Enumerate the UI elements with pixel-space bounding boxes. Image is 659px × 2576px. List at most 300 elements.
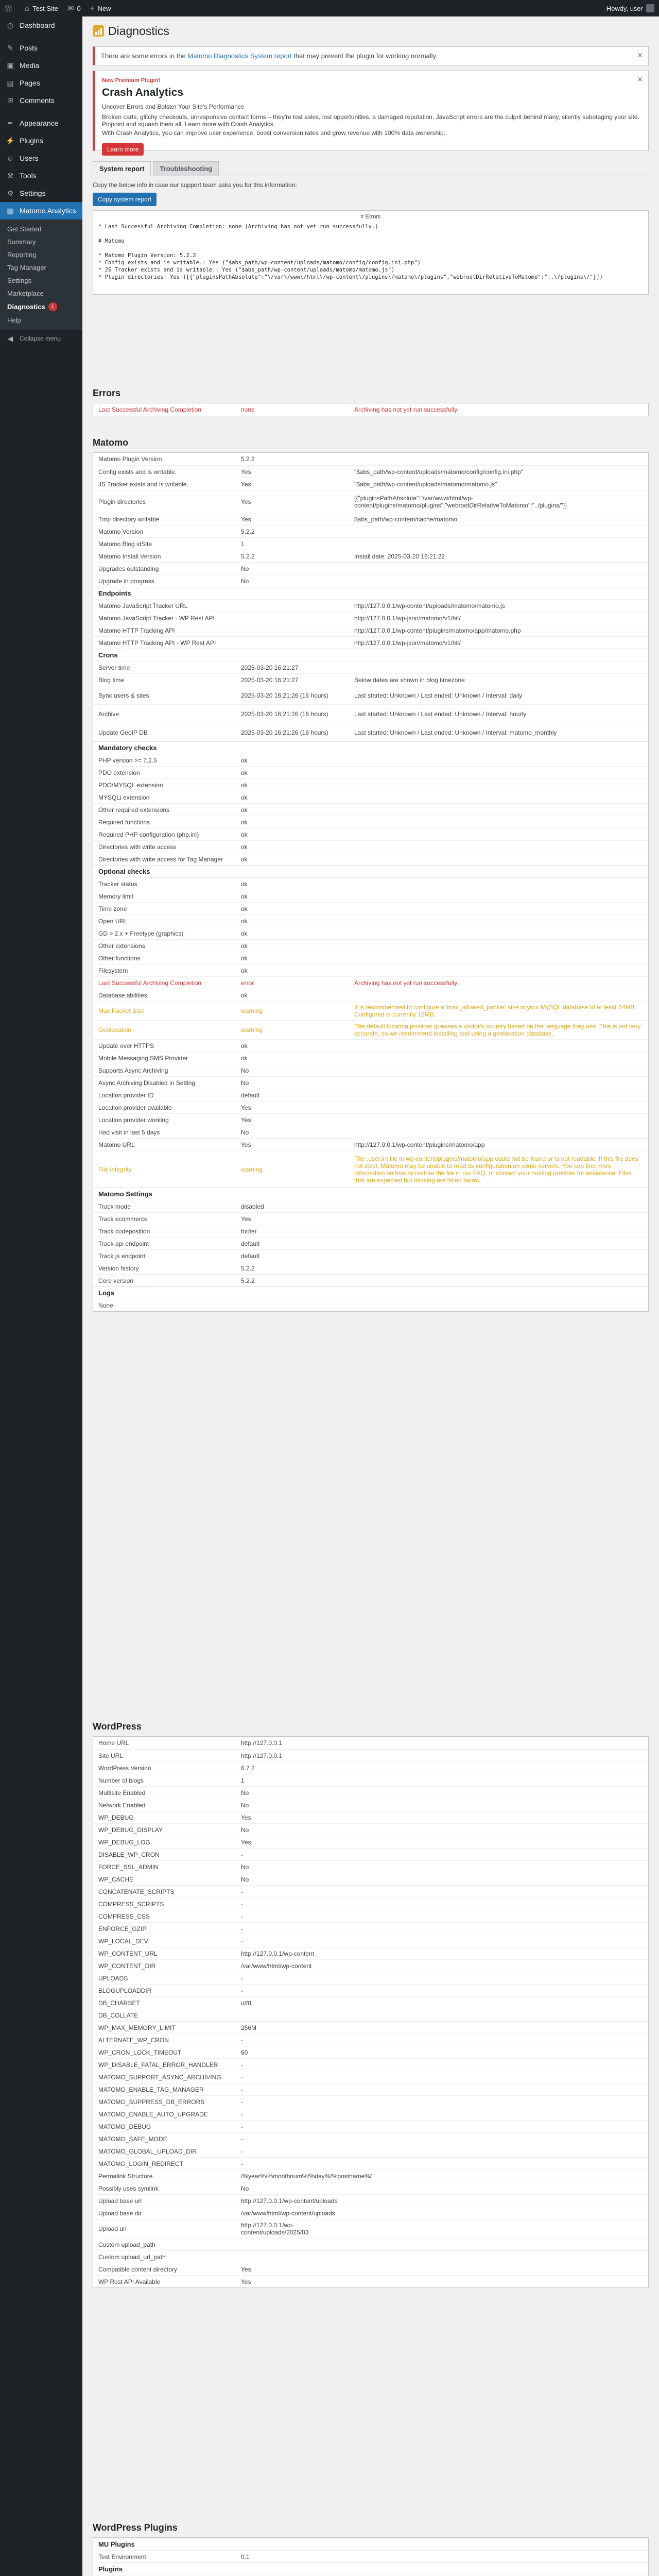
- media-icon: ▣: [7, 61, 14, 70]
- table-cell-c2: 1: [241, 540, 245, 548]
- table-row: [93, 2275, 648, 2287]
- collapse-icon: ◀: [7, 334, 13, 343]
- table-cell-c1: DISABLE_WP_CRON: [98, 1851, 160, 1858]
- table-cell-c3: [349, 1266, 648, 1270]
- table-cell-c1: Network Enabled: [98, 1801, 146, 1809]
- table-cell-c2: ok: [241, 991, 248, 999]
- table-cell-c1: Custom upload_url_path: [98, 2253, 166, 2261]
- tab-system-report[interactable]: System report: [93, 161, 151, 176]
- table-cell-c3: [349, 919, 648, 923]
- table-cell-c2: [236, 1291, 349, 1295]
- table-row: [93, 1039, 648, 1052]
- table-cell-c2: Yes: [241, 498, 251, 505]
- table-cell-c1: Other functions: [98, 954, 141, 962]
- table-row: [93, 686, 648, 704]
- table-cell-c3: Below dates are shown in blog timezone: [354, 676, 465, 684]
- table-subheader: [93, 1286, 648, 1299]
- table-row: [93, 661, 648, 673]
- table-cell-c1: PDO extension: [98, 769, 140, 776]
- table-cell-c1: Test Environment: [98, 2553, 146, 2561]
- table-subheader: [93, 587, 648, 599]
- table-cell-c3: [349, 833, 648, 837]
- table-cell-c2: error: [241, 979, 254, 987]
- wordpress-logo-button[interactable]: [0, 0, 20, 16]
- table-cell-c1: Matomo Plugin Version: [98, 455, 162, 463]
- table-row: [93, 754, 648, 766]
- table-cell-c1: Location provider available: [98, 1104, 172, 1111]
- main-content: [93, 16, 649, 295]
- table-wordpress: [93, 1736, 649, 2288]
- table-cell-c1: Track codeposition: [98, 1227, 150, 1235]
- system-report-link[interactable]: Matomo Diagnostics System report: [187, 52, 292, 60]
- table-cell-c2: ok: [241, 769, 248, 776]
- table-cell-c1: CONCATENATE_SCRIPTS: [98, 1888, 175, 1895]
- table-cell-c2: [236, 746, 349, 750]
- table-cell-c3: [349, 1217, 648, 1221]
- table-cell-c2: No: [241, 2184, 249, 2192]
- table-cell-c2: 5.2.2: [241, 1264, 255, 1272]
- table-row: [93, 1126, 648, 1138]
- table-cell-c1: MATOMO_SUPPORT_ASYNC_ARCHIVING: [98, 2073, 221, 2081]
- table-row: [93, 403, 648, 416]
- table-cell-c2: 2025-03-20 16:21:26 (16 hours): [241, 710, 328, 718]
- matomo-submenu: [0, 219, 82, 330]
- table-cell-c3: [349, 931, 648, 936]
- table-cell-c2: /var/www/html/wp-content: [241, 1962, 312, 1970]
- dismiss-icon[interactable]: ✕: [637, 51, 643, 59]
- table-cell-c3: [349, 894, 648, 899]
- section-plugins: [93, 2522, 649, 2576]
- table-row: [93, 840, 648, 853]
- table-row: [93, 1848, 648, 1860]
- table-cell-c1: ENFORCE_GZIP: [98, 1925, 147, 1933]
- table-row: [93, 964, 648, 976]
- table-cell-c3: [349, 1877, 648, 1882]
- sidebar-item-media[interactable]: ▣ Media: [0, 57, 82, 74]
- table-cell-c3: [349, 2255, 648, 2259]
- table-cell-c2: 256M: [241, 2024, 257, 2031]
- section-errors: [93, 387, 649, 416]
- sidebar-item-pages[interactable]: ▤ Pages: [0, 74, 82, 92]
- table-cell-c3: "$abs_path/wp-content/uploads/matomo/config/config.ini.php": [354, 468, 524, 476]
- system-report-textarea[interactable]: # Errors * Last Successful Archiving Completion: none (Archiving has not yet run successfully.) # Matomo * Matomo Plugin Version: 5.2.2 * Config exists and is writable.: Yes ("$abs_path/wp-content/uploads/matomo/config/config.ini.php") * JS Tracker exists and is writable.: Yes ("$abs_path/wp-content/uploads/matomo/matomo.js") * Plugin directories: Yes ([{"pluginsPathAbsolute":"\/var\/www\/html\/wp-content\/plugins\/matomo\/plugins","webrootDirRelativeToMatomo":"..\/plugins\/"}]): [93, 210, 649, 295]
- table-cell-c3: [349, 1964, 648, 1968]
- table-cell-c2: [236, 616, 349, 620]
- wordpress-logo-icon: Ⓦ: [5, 4, 13, 13]
- table-cell-c3: [349, 1279, 648, 1283]
- sidebar-item-dashboard[interactable]: ◴ Dashboard: [0, 16, 82, 34]
- tab-troubleshooting[interactable]: Troubleshooting: [153, 161, 219, 176]
- table-cell-c2: [236, 629, 349, 633]
- table-row: [93, 1910, 648, 1922]
- table-row: [93, 952, 648, 964]
- table-cell-c2: http://127.0.0.1/wp-content/uploads/2025/03: [241, 2222, 309, 2236]
- table-cell-c2: ok: [241, 892, 248, 900]
- table-cell-c3: [349, 2187, 648, 2191]
- users-icon: ☺: [6, 154, 14, 162]
- table-cell-c3: http://127.0.0.1/wp-content/uploads/matomo/matomo.js: [354, 602, 505, 609]
- table-cell-c2: 0.1: [241, 2553, 250, 2561]
- table-cell-c1: Matomo Settings: [98, 1190, 152, 1198]
- table-row: [93, 673, 648, 686]
- table-cell-c3: [349, 1242, 648, 1246]
- page-icon: ▤: [7, 78, 14, 87]
- table-cell-c1: WP_CONTENT_DIR: [98, 1962, 156, 1970]
- table-cell-c1: Upload base dir: [98, 2209, 142, 2217]
- table-cell-c3: [349, 1914, 648, 1919]
- table-row: [93, 2219, 648, 2238]
- table-row: [93, 2145, 648, 2157]
- table-cell-c2: [236, 1303, 349, 1308]
- table-cell-c1: Number of blogs: [98, 1776, 144, 1784]
- table-cell-c1: MATOMO_LOGIN_REDIRECT: [98, 2160, 183, 2167]
- table-cell-c2: -: [241, 1987, 243, 1994]
- table-row: [93, 890, 648, 902]
- table-cell-c3: [349, 944, 648, 948]
- table-cell-c1: Matomo HTTP Tracking API: [98, 626, 175, 634]
- table-cell-c2: Yes: [241, 515, 251, 523]
- table-cell-c3: [349, 1766, 648, 1770]
- table-cell-c2: -: [241, 2147, 243, 2155]
- table-cell-c1: Track js endpoint: [98, 1252, 145, 1260]
- table-cell-c2: -: [241, 2110, 243, 2118]
- table-row: [93, 778, 648, 791]
- table-cell-c3: [349, 1093, 648, 1097]
- table-row: [93, 1959, 648, 1972]
- table-cell-c3: [349, 1192, 648, 1196]
- table-cell-c3: [349, 882, 648, 886]
- table-cell-c2: warning: [241, 1026, 263, 1033]
- table-cell-c1: Filesystem: [98, 967, 128, 974]
- table-cell-c1: BLOGUPLOADDIR: [98, 1987, 152, 1994]
- sidebar-item-posts[interactable]: ✎ Posts: [0, 39, 82, 57]
- table-cell-c1: Geolocation: [98, 1026, 132, 1033]
- table-cell-c2: 1: [241, 1776, 245, 1784]
- table-row: [93, 976, 648, 989]
- table-subheader: [93, 2563, 648, 2575]
- table-cell-c1: Other required extensions: [98, 806, 170, 814]
- table-cell-c3: Archiving has not yet run successfully.: [354, 406, 459, 413]
- table-row: [93, 1885, 648, 1897]
- table-cell-c3: [349, 2001, 648, 2005]
- table-cell-c1: Last Successful Archiving Completion: [98, 979, 202, 987]
- table-cell-c2: [236, 653, 349, 657]
- table-cell-c1: Upload url: [98, 2225, 127, 2232]
- table-cell-c3: [349, 1890, 648, 1894]
- table-cell-c3: It is recommended to configure a 'max_allowed_packet' size in your MySQL database of at least 64MB. Configured is currently 16MB.: [354, 1004, 636, 1018]
- submenu-item-marketplace[interactable]: Marketplace: [7, 290, 44, 297]
- table-cell-c2: No: [241, 577, 249, 585]
- table-row: [93, 1860, 648, 1873]
- table-cell-c1: Update over HTTPS: [98, 1042, 154, 1049]
- comment-icon: ✉: [67, 4, 74, 13]
- table-cell-c2: ok: [241, 905, 248, 912]
- table-cell-c1: Location provider working: [98, 1116, 169, 1124]
- matomo-logo-icon: [93, 25, 104, 37]
- table-cell-c3: [349, 2199, 648, 2203]
- tab-bar: [93, 158, 649, 176]
- table-cell-c2: Yes: [241, 2265, 251, 2273]
- table-row: [93, 877, 648, 890]
- table-cell-c3: [349, 820, 648, 824]
- table-cell-c3: [349, 2013, 648, 2018]
- table-cell-c1: Matomo Version: [98, 528, 143, 535]
- table-cell-c2: [236, 2543, 349, 2547]
- submenu-item-diagnostics[interactable]: Diagnostics 1: [0, 300, 82, 314]
- submenu-item-help[interactable]: Help: [7, 316, 21, 324]
- table-cell-c1: Endpoints: [98, 589, 131, 597]
- collapse-menu-button[interactable]: ◀ Collapse menu: [0, 330, 82, 347]
- submenu-item-summary[interactable]: Summary: [7, 238, 36, 246]
- table-cell-c2: -: [241, 1912, 243, 1920]
- table-cell-c3: [349, 579, 648, 583]
- table-row: [93, 803, 648, 816]
- table-cell-c3: [349, 2555, 648, 2559]
- table-cell-c1: Required PHP configuration (php.ini): [98, 831, 199, 838]
- table-cell-c2: No: [241, 1801, 249, 1809]
- table-row: [93, 828, 648, 840]
- table-cell-c3: [349, 542, 648, 546]
- table-cell-c2: default: [241, 1240, 260, 1247]
- table-row: [93, 465, 648, 478]
- table-row: [93, 1823, 648, 1836]
- table-cell-c3: [349, 771, 648, 775]
- table-cell-c2: 6.7.2: [241, 1764, 255, 1772]
- table-cell-c3: [349, 2149, 648, 2154]
- table-row: [93, 2263, 648, 2275]
- table-cell-c3: [349, 845, 648, 849]
- table-row: [93, 612, 648, 624]
- table-cell-c1: FORCE_SSL_ADMIN: [98, 1863, 159, 1871]
- submenu-item-settings[interactable]: Settings: [7, 277, 31, 284]
- table-cell-c3: The .user.ini file in wp-content/plugins/matomo/app could not be found or is not readable. If this file does not exist, Matomo may be unable to read its configuration on some servers. You can find more information on how to restore the file in our FAQ, or contact your hosting provider for assistance. Files that are expected but missing are listed below.: [354, 1155, 638, 1184]
- table-row: [93, 1761, 648, 1774]
- table-cell-c1: Matomo Blog idSite: [98, 540, 152, 548]
- table-cell-c2: No: [241, 1789, 249, 1797]
- learn-more-button[interactable]: Learn more: [102, 143, 144, 156]
- sidebar-item-matomo-analytics[interactable]: ▥ Matomo Analytics: [0, 202, 82, 219]
- table-cell-c3: [349, 956, 648, 960]
- table-cell-c1: WP_DEBUG_LOG: [98, 1838, 150, 1846]
- table-row: [93, 927, 648, 939]
- table-row: [93, 1774, 648, 1786]
- table-cell-c3: [349, 1840, 648, 1844]
- table-row: [93, 1064, 648, 1076]
- table-cell-c1: Async Archiving Disabled in Setting: [98, 1079, 196, 1087]
- sidebar-item-appearance[interactable]: ✒ Appearance: [0, 114, 82, 132]
- submenu-item-reporting[interactable]: Reporting: [7, 251, 37, 259]
- sidebar-item-plugins[interactable]: ⚡ Plugins: [6, 136, 43, 145]
- table-cell-c3: [349, 857, 648, 861]
- table-cell-c2: Yes: [241, 1104, 251, 1111]
- table-cell-c2: disabled: [241, 1202, 264, 1210]
- site-name-link[interactable]: ⌂ Test Site: [25, 4, 58, 13]
- table-cell-c1: Mandatory checks: [98, 744, 157, 752]
- table-cell-c2: warning: [241, 1165, 263, 1173]
- page-title: Diagnostics: [108, 24, 169, 38]
- table-cell-c1: Directories with write access for Tag Manager: [98, 855, 223, 863]
- table-row: [93, 2095, 648, 2108]
- table-cell-c3: [349, 2088, 648, 2092]
- avatar: [646, 4, 654, 12]
- table-cell-c2: No: [241, 1826, 249, 1834]
- table-row: [93, 816, 648, 828]
- table-cell-c3: [349, 2267, 648, 2272]
- table-cell-c1: Last Successful Archiving Completion: [98, 406, 202, 413]
- table-plugins: [93, 2537, 649, 2576]
- table-cell-c3: $abs_path/wp-content/cache/matomo: [354, 515, 458, 523]
- sidebar-item-tools[interactable]: ⚒ Tools: [0, 167, 82, 184]
- sidebar-item-settings[interactable]: ⚙ Settings: [0, 184, 82, 202]
- table-cell-c1: Archive: [98, 710, 119, 718]
- table-cell-c1: WP_LOCAL_DEV: [98, 1937, 148, 1945]
- promo-tag: New Premium Plugin!: [102, 77, 161, 83]
- table-cell-c3: [349, 2026, 648, 2030]
- table-cell-c1: Blog time: [98, 676, 125, 684]
- table-cell-c3: [349, 1927, 648, 1931]
- table-row: [93, 624, 648, 636]
- table-cell-c3: [349, 2162, 648, 2166]
- table-row: [93, 562, 648, 574]
- table-cell-c3: http://127.0.0.1/wp-content/plugins/matomo/app/matomo.php: [354, 626, 521, 634]
- table-row: [93, 2182, 648, 2194]
- table-cell-c1: Had visit in last 5 days: [98, 1128, 160, 1136]
- table-cell-c1: Track api endpoint: [98, 1240, 149, 1247]
- table-row: [93, 1984, 648, 1996]
- table-cell-c1: Version history: [98, 1264, 139, 1272]
- error-count-badge: 1: [48, 302, 57, 311]
- table-cell-c3: [349, 2075, 648, 2079]
- table-cell-c2: /var/www/html/wp-content/uploads: [241, 2209, 335, 2217]
- table-cell-c1: Tmp directory writable: [98, 515, 160, 523]
- my-account-link[interactable]: Howdy, user: [602, 0, 659, 16]
- table-row: [93, 1996, 648, 2009]
- table-cell-c3: [349, 1118, 648, 1122]
- table-row: [93, 723, 648, 741]
- table-cell-c3: [349, 2543, 648, 2547]
- table-cell-c1: Permalink Structure: [98, 2172, 153, 2180]
- speedometer-icon: ◴: [7, 21, 14, 29]
- table-row: [93, 453, 648, 465]
- table-cell-c1: MYSQLi extension: [98, 793, 150, 801]
- table-row: [93, 1836, 648, 1848]
- table-cell-c1: Matomo HTTP Tracking API - WP Rest API: [98, 639, 216, 647]
- table-cell-c2: 2025-03-20 16:21:26 (16 hours): [241, 728, 328, 736]
- sidebar-item-users[interactable]: ☺ Users: [0, 149, 82, 167]
- brush-icon: ✒: [7, 118, 13, 127]
- table-row: [93, 1737, 648, 1749]
- table-cell-c2: ok: [241, 880, 248, 888]
- table-row: [93, 2250, 648, 2263]
- table-cell-c1: MATOMO_ENABLE_TAG_MANAGER: [98, 2086, 204, 2093]
- table-cell-c3: [349, 746, 648, 750]
- sidebar-item-comments[interactable]: ✉ Comments: [0, 92, 82, 109]
- table-cell-c3: [349, 2063, 648, 2067]
- table-cell-c2: ok: [241, 855, 248, 863]
- table-row: [93, 1113, 648, 1126]
- table-cell-c1: Possibly uses symlink: [98, 2184, 159, 2192]
- table-row: [93, 1799, 648, 1811]
- table-row: [93, 2083, 648, 2095]
- table-cell-c1: PDO\MYSQL extension: [98, 781, 163, 789]
- new-content-link[interactable]: + New: [90, 4, 111, 13]
- table-cell-c2: No: [241, 1863, 249, 1871]
- settings-icon: ⚙: [7, 189, 14, 197]
- table-cell-c2: -: [241, 2135, 243, 2143]
- copy-system-report-button[interactable]: Copy system report: [93, 193, 157, 206]
- table-cell-c1: Matomo JavaScript Tracker - WP Rest API: [98, 614, 215, 622]
- table-cell-c3: [349, 1056, 648, 1060]
- table-cell-c3: [349, 2137, 648, 2141]
- table-cell-c2: No: [241, 565, 249, 572]
- table-subheader: [93, 2538, 648, 2550]
- close-icon[interactable]: ✕: [637, 75, 643, 83]
- table-cell-c2: ok: [241, 917, 248, 925]
- table-cell-c3: Archiving has not yet run successfully.: [354, 979, 459, 987]
- table-cell-c1: File integrity: [98, 1165, 132, 1173]
- table-cell-c2: [236, 591, 349, 596]
- table-cell-c3: [349, 795, 648, 800]
- table-cell-c1: DB_CHARSET: [98, 1999, 140, 2007]
- table-cell-c2: http://127.0.0.1: [241, 1752, 283, 1759]
- table-cell-c2: [236, 2013, 349, 2018]
- table-subheader: [93, 649, 648, 661]
- table-cell-c2: ok: [241, 781, 248, 789]
- table-cell-c1: JS Tracker exists and is writable.: [98, 480, 188, 488]
- table-row: [93, 2120, 648, 2132]
- table-cell-c2: -: [241, 2123, 243, 2130]
- table-cell-c3: http://127.0.0.1/wp-content/plugins/matomo/app: [354, 1141, 485, 1148]
- table-cell-c1: Open URL: [98, 917, 128, 925]
- table-cell-c1: WP_MAX_MEMORY_LIMIT: [98, 2024, 176, 2031]
- table-cell-c3: [349, 1205, 648, 1209]
- table-row: [93, 1299, 648, 1311]
- table-cell-c3: [349, 1778, 648, 1783]
- table-row: [93, 2046, 648, 2058]
- table-row: [93, 1076, 648, 1089]
- table-cell-c3: [349, 1828, 648, 1832]
- table-cell-c3: [349, 2227, 648, 2231]
- intro-text: Copy the below info in case our support team asks you for this information:: [93, 181, 297, 189]
- table-cell-c1: Location provider ID: [98, 1091, 154, 1099]
- table-cell-c2: -: [241, 2073, 243, 2081]
- table-cell-c1: Required functions: [98, 818, 150, 826]
- table-cell-c1: WP_CRON_LOCK_TIMEOUT: [98, 2048, 182, 2056]
- table-row: [93, 766, 648, 778]
- submenu-item-tag-manager[interactable]: Tag Manager: [7, 264, 46, 272]
- table-cell-c3: [349, 1081, 648, 1085]
- table-row: [93, 525, 648, 537]
- table-cell-c2: 2025-03-20 16:21:27: [241, 676, 299, 684]
- table-cell-c2: Yes: [241, 480, 251, 488]
- analytics-icon: ▥: [7, 206, 14, 215]
- table-cell-c3: [349, 1939, 648, 1943]
- table-cell-c2: /%year%/%monthnum%/%day%/%postname%/: [241, 2172, 372, 2180]
- table-cell-c2: Yes: [241, 1116, 251, 1124]
- submenu-item-get-started[interactable]: Get Started: [7, 225, 42, 233]
- table-cell-c3: [349, 2211, 648, 2215]
- table-cell-c1: MATOMO_GLOBAL_UPLOAD_DIR: [98, 2147, 197, 2155]
- table-row: [93, 791, 648, 803]
- table-cell-c3: [349, 2243, 648, 2247]
- table-cell-c3: [349, 653, 648, 657]
- table-cell-c3: [349, 1303, 648, 1308]
- table-cell-c3: Last started: Unknown / Last ended: Unknown / Interval: hourly: [354, 710, 527, 718]
- table-cell-c3: [349, 1816, 648, 1820]
- table-cell-c1: Database abilities: [98, 991, 147, 999]
- comments-link[interactable]: ✉ 0: [67, 4, 81, 13]
- table-cell-c1: Compatible content directory: [98, 2265, 177, 2273]
